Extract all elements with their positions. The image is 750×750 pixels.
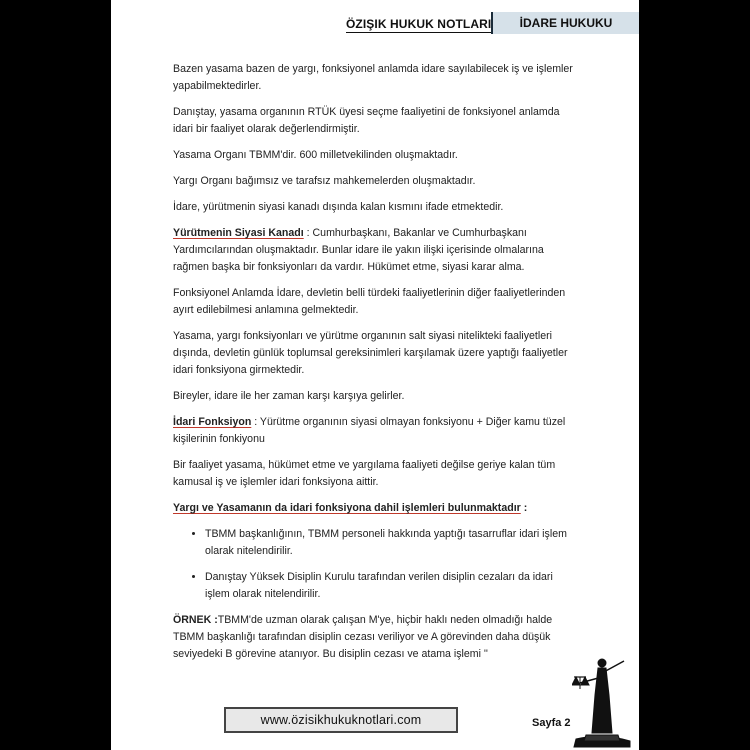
paragraph-1: Bazen yasama bazen de yargı, fonksiyonel anlamda idare sayılabilecek iş ve işlemler yapabilmektedirler.	[173, 63, 573, 92]
paragraph-7: Fonksiyonel Anlamda İdare, devletin belli türdeki faaliyetlerinin diğer faaliyetlerinden ayırt edilebilmesi anlamına gelmektedir.	[173, 287, 566, 316]
paragraph-9: Bireyler, idare ile her zaman karşı karşıya gelirler.	[173, 390, 405, 402]
paragraph-2: Danıştay, yasama organının RTÜK üyesi seçme faaliyetini de fonksiyonel anlamda idari bir faaliyet olarak değerlendirmiştir.	[173, 106, 560, 135]
header-subject-label: İDARE HUKUKU	[519, 16, 613, 30]
term-yargi-yasama-idari: Yargı ve Yasamanın da idari fonksiyona dahil işlemleri bulunmaktadır	[173, 502, 521, 514]
paragraph-11: Bir faaliyet yasama, hükümet etme ve yargılama faaliyeti değilse geriye kalan tüm kamusal iş ve işlemler idari fonksiyona aittir.	[173, 459, 556, 488]
document-body	[173, 61, 575, 672]
bullet-list	[173, 526, 575, 603]
list-item: • TBMM başkanlığının, TBMM personeli hakkında yaptığı tasarruflar idari işlem olarak nitelendirilir.	[205, 526, 575, 560]
term-idari-fonksiyon: İdari Fonksiyon	[173, 416, 252, 428]
document-page	[111, 0, 639, 750]
paragraph-12-text: :	[520, 502, 528, 514]
list-item: • Danıştay Yüksek Disiplin Kurulu tarafından verilen disiplin cezaları da idari işlem olarak nitelendirilir.	[205, 569, 575, 603]
paragraph-8: Yasama, yargı fonksiyonları ve yürütme organının salt siyasi nitelikteki faaliyetleri dışında, devletin günlük toplumsal gereksinimleri karşılamak üzere yaptığı faaliyetler idari fonksiyona girmektedir.	[173, 330, 568, 376]
paragraph-13-text: TBMM'de uzman olarak çalışan M'ye, hiçbir haklı neden olmadığı halde TBMM başkanlığı tarafından disiplin cezası veriliyor ve A görevinden daha düşük seviyedeki B görevine atanıyor. Bu disiplin cezası ve atama işlemi ''	[173, 614, 553, 660]
paragraph-6-text: : Cumhurbaşkanı, Bakanlar ve Cumhurbaşkanı Yardımcılarından oluşmaktadır. Bunlar idare ile yakın ilişki içerisinde olmalarına rağmen başka bir fonksiyonları da vardır. Hükümet etme, siyasi karar alma.	[173, 227, 544, 273]
footer-website-box	[224, 707, 458, 733]
paragraph-3: Yasama Organı TBMM'dir. 600 milletvekilinden oluşmaktadır.	[173, 149, 458, 161]
footer-website: www.özisikhukuknotlari.com	[260, 713, 422, 727]
paragraph-10	[173, 414, 575, 448]
paragraph-5: İdare, yürütmenin siyasi kanadı dışında kalan kısmını ifade etmektedir.	[173, 201, 504, 213]
paragraph-10-text: : Yürütme organının siyasi olmayan fonksiyonu + Diğer kamu tüzel kişilerinin fonkiyonu	[173, 416, 566, 445]
header-title: ÖZIŞIK HUKUK NOTLARI	[346, 17, 492, 31]
term-yurutme-siyasi-kanadi: Yürütmenin Siyasi Kanadı	[173, 227, 304, 239]
paragraph-4: Yargı Organı bağımsız ve tarafsız mahkemelerden oluşmaktadır.	[173, 175, 476, 187]
example-label: ÖRNEK :	[173, 614, 218, 626]
paragraph-12	[173, 500, 575, 517]
lady-justice-icon	[572, 655, 632, 750]
paragraph-13	[173, 612, 575, 663]
page-number: Sayfa 2	[532, 717, 571, 729]
paragraph-6	[173, 225, 575, 276]
header-subject-tab	[493, 12, 639, 34]
